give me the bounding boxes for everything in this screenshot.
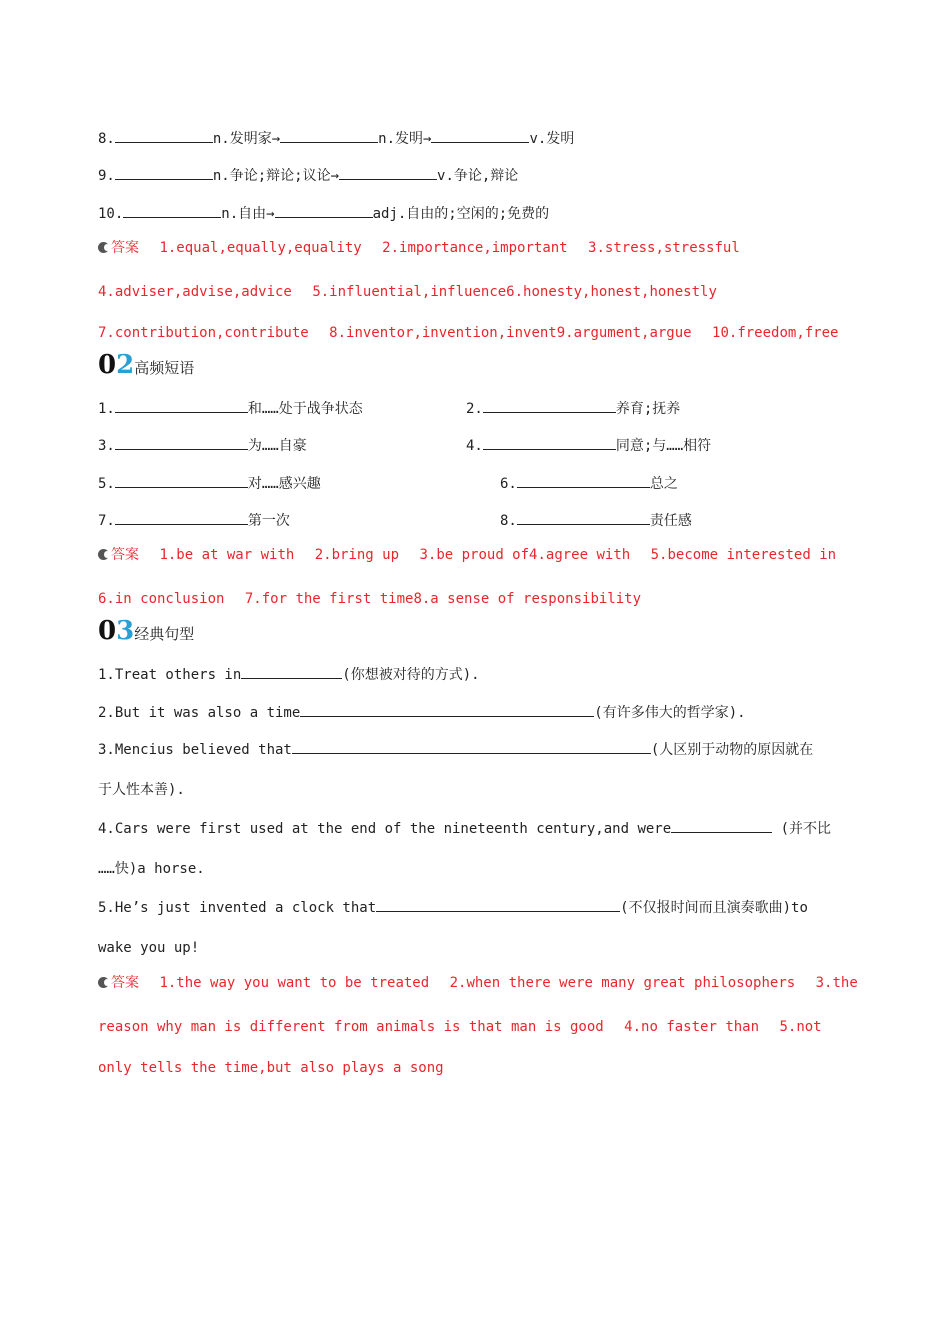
sentence-answers-line-2 <box>98 1017 822 1037</box>
item-hint: 责任感 <box>649 513 692 529</box>
section-number: 0 <box>98 350 117 380</box>
answer-blank[interactable] <box>115 473 248 488</box>
answer-text: 1.equal,equally,equality <box>159 240 362 256</box>
answer-text: 1.the way you want to be treated <box>159 975 430 991</box>
answer-blank[interactable] <box>483 435 616 450</box>
item-hint: 总之 <box>649 476 678 492</box>
sentence-hint: (人区别于动物的原因就在 <box>650 742 814 758</box>
answer-icon <box>98 549 109 560</box>
answer-text: 2.bring up <box>314 547 400 563</box>
sentence-item-5-cont <box>98 938 199 958</box>
item-number: 10. <box>98 206 124 222</box>
item-number: 8. <box>500 513 517 529</box>
sentence-hint: (你想被对待的方式). <box>342 667 480 683</box>
sentence-hint: ……快)a horse. <box>98 861 205 877</box>
answer-blank[interactable] <box>292 739 651 754</box>
answer-blank[interactable] <box>431 128 529 143</box>
sentence-item-5 <box>98 897 808 918</box>
item-hint: n.发明家→ <box>212 131 281 147</box>
answer-text: 2.when there were many great philosophers <box>449 975 796 991</box>
item-hint: n.发明→ <box>378 131 432 147</box>
section-number: 0 <box>98 616 117 646</box>
item-hint: 养育;抚养 <box>615 401 681 417</box>
answer-blank[interactable] <box>671 818 772 833</box>
section-number: 2 <box>116 350 135 380</box>
item-number: 2. <box>466 401 483 417</box>
sentence-answers-line-1 <box>98 973 858 993</box>
answer-text: 3.be proud of4.agree with <box>419 547 631 563</box>
answer-tag: 答案 <box>111 975 139 991</box>
answer-text: 3.the <box>815 975 858 991</box>
sentence-hint: (并不比 <box>772 821 832 837</box>
item-hint: v.发明 <box>529 131 575 147</box>
item-number: 3. <box>98 438 115 454</box>
item-number: 9. <box>98 168 115 184</box>
phrase-item-4 <box>466 435 711 456</box>
answer-text: 2.importance,important <box>382 240 568 256</box>
answer-blank[interactable] <box>115 165 213 180</box>
sentence-text: 4.Cars were first used at the end of the nineteenth century,and were <box>98 821 672 837</box>
sentence-item-3 <box>98 739 813 760</box>
vocab-answers-line-2 <box>98 282 717 302</box>
sentence-answers-line-3 <box>98 1058 444 1078</box>
answer-tag: 答案 <box>111 240 139 256</box>
answer-text: 10.freedom,free <box>712 325 839 341</box>
section-title: 经典句型 <box>134 625 195 643</box>
answer-text: 4.adviser,advise,advice <box>98 284 292 300</box>
answer-text: 8.inventor,invention,invent9.argument,argue <box>329 325 692 341</box>
sentence-item-1 <box>98 664 480 685</box>
answer-text: 5.not <box>779 1019 822 1035</box>
sentence-hint: (有许多伟大的哲学家). <box>594 705 746 721</box>
vocab-answers-line-1 <box>98 238 740 258</box>
sentence-item-3-cont <box>98 780 185 800</box>
answer-icon <box>98 242 109 253</box>
item-number: 8. <box>98 131 115 147</box>
answer-blank[interactable] <box>280 128 378 143</box>
answer-blank[interactable] <box>123 203 221 218</box>
answer-text: 3.stress,stressful <box>588 240 740 256</box>
vocab-item-8 <box>98 128 574 149</box>
answer-icon <box>98 977 109 988</box>
sentence-text: 5.He’s just invented a clock that <box>98 900 377 916</box>
answer-text: reason why man is different from animals is that man is good <box>98 1019 604 1035</box>
answer-blank[interactable] <box>115 510 248 525</box>
sentence-item-4-cont <box>98 859 205 879</box>
phrase-answers-line-1 <box>98 545 836 565</box>
answer-blank[interactable] <box>483 398 616 413</box>
phrase-item-8 <box>500 510 692 531</box>
section-heading-phrases <box>98 350 194 380</box>
answer-blank[interactable] <box>115 435 248 450</box>
sentence-hint: (不仅报时间而且演奏歌曲)to <box>620 900 808 916</box>
answer-blank[interactable] <box>517 473 650 488</box>
sentence-item-4 <box>98 818 831 839</box>
answer-text: 4.no faster than <box>624 1019 760 1035</box>
answer-blank[interactable] <box>517 510 650 525</box>
item-number: 5. <box>98 476 115 492</box>
section-number: 3 <box>116 616 135 646</box>
vocab-answers-line-3 <box>98 323 838 343</box>
sentence-text: 2.But it was also a time <box>98 705 301 721</box>
answer-text: only tells the time,but also plays a song <box>98 1060 444 1076</box>
sentence-text: 1.Treat others in <box>98 667 242 683</box>
phrase-item-3 <box>98 435 307 456</box>
item-hint: 第一次 <box>247 513 290 529</box>
phrase-item-6 <box>500 473 678 494</box>
item-number: 1. <box>98 401 115 417</box>
item-hint: 对……感兴趣 <box>247 476 321 492</box>
phrase-answers-line-2 <box>98 589 641 609</box>
item-hint: 同意;与……相符 <box>615 438 712 454</box>
phrase-item-1 <box>98 398 363 419</box>
item-hint: adj.自由的;空闲的;免费的 <box>372 206 550 222</box>
answer-blank[interactable] <box>300 702 594 717</box>
sentence-item-2 <box>98 702 746 723</box>
vocab-item-10 <box>98 203 549 224</box>
answer-blank[interactable] <box>376 897 620 912</box>
phrase-item-5 <box>98 473 321 494</box>
answer-text: 5.become interested in <box>650 547 837 563</box>
sentence-text: 3.Mencius believed that <box>98 742 292 758</box>
item-hint: 和……处于战争状态 <box>247 401 363 417</box>
section-title: 高频短语 <box>134 359 195 377</box>
sentence-hint: wake you up! <box>98 940 200 956</box>
phrase-item-7 <box>98 510 290 531</box>
answer-blank[interactable] <box>241 664 342 679</box>
answer-blank[interactable] <box>275 203 373 218</box>
item-number: 7. <box>98 513 115 529</box>
sentence-hint: 于人性本善). <box>98 782 185 798</box>
item-hint: v.争论,辩论 <box>437 168 519 184</box>
item-number: 4. <box>466 438 483 454</box>
answer-text: 1.be at war with <box>159 547 295 563</box>
item-hint: n.争论;辩论;议论→ <box>212 168 340 184</box>
answer-text: 5.influential,influence6.honesty,honest,honestly <box>312 284 717 300</box>
answer-tag: 答案 <box>111 547 139 563</box>
item-hint: n.自由→ <box>221 206 275 222</box>
answer-blank[interactable] <box>115 398 248 413</box>
answer-blank[interactable] <box>339 165 437 180</box>
phrase-item-2 <box>466 398 680 419</box>
answer-blank[interactable] <box>115 128 213 143</box>
vocab-item-9 <box>98 165 518 186</box>
answer-text: 7.contribution,contribute <box>98 325 309 341</box>
answer-text: 7.for the first time8.a sense of responsibility <box>244 591 642 607</box>
answer-text: 6.in conclusion <box>98 591 225 607</box>
section-heading-sentences <box>98 616 194 646</box>
item-hint: 为……自豪 <box>247 438 307 454</box>
item-number: 6. <box>500 476 517 492</box>
